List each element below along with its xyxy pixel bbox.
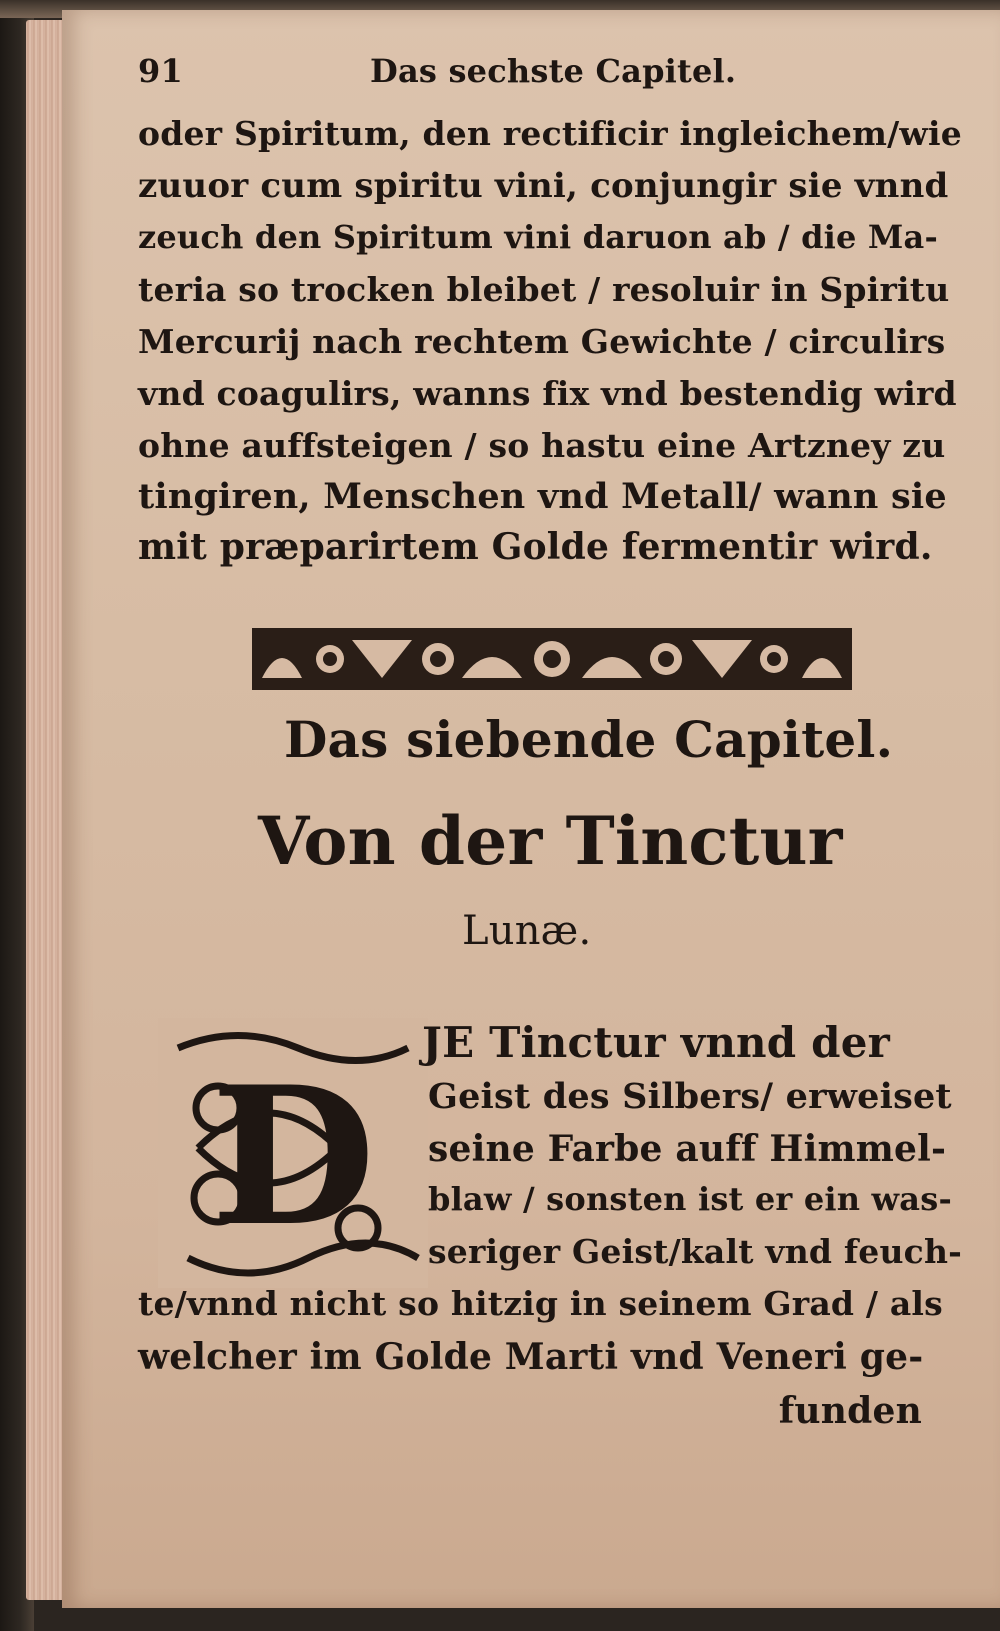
text-line: seriger Geist/kalt vnd feuch- xyxy=(428,1232,963,1271)
chapter-title: Das siebende Capitel. xyxy=(284,710,894,769)
page-number: 91 xyxy=(138,52,183,90)
text-line: JE Tinctur vnnd der xyxy=(422,1018,890,1067)
running-title: Das sechste Capitel. xyxy=(370,52,737,90)
ornament-band-icon xyxy=(252,628,852,690)
text-line: ohne auffsteigen / so hastu eine Artzney zu xyxy=(138,426,946,465)
text-line: blaw / sonsten ist er ein was- xyxy=(428,1180,952,1218)
text-line: te/vnnd nicht so hitzig in seinem Grad / als xyxy=(138,1284,943,1323)
decorated-initial xyxy=(158,1018,428,1288)
text-line: zeuch den Spiritum vini daruon ab / die Ma- xyxy=(138,218,938,256)
initial-letter: D xyxy=(210,1045,376,1268)
text-line: vnd coagulirs, wanns fix vnd bestendig wird xyxy=(138,374,957,413)
text-line: zuuor cum spiritu vini, conjungir sie vnnd xyxy=(138,166,949,206)
text-line: welcher im Golde Marti vnd Veneri ge- xyxy=(138,1336,924,1378)
text-line: teria so trocken bleibet / resoluir in Spiritu xyxy=(138,270,950,309)
book-page xyxy=(62,10,1000,1608)
text-line: Geist des Silbers/ erweiset xyxy=(428,1076,952,1117)
catchword: funden xyxy=(778,1390,922,1432)
text-line: oder Spiritum, den rectificir ingleichem/wie xyxy=(138,114,962,153)
text-line: Mercurij nach rechtem Gewichte / circulirs xyxy=(138,322,946,361)
initial-flourish-icon xyxy=(158,1018,428,1288)
text-line: tingiren, Menschen vnd Metall/ wann sie xyxy=(138,476,947,517)
text-line: mit præparirtem Golde fermentir wird. xyxy=(138,526,933,568)
section-subtitle: Lunæ. xyxy=(462,908,592,954)
section-title: Von der Tinctur xyxy=(258,802,843,880)
text-line: seine Farbe auff Himmel- xyxy=(428,1128,947,1170)
